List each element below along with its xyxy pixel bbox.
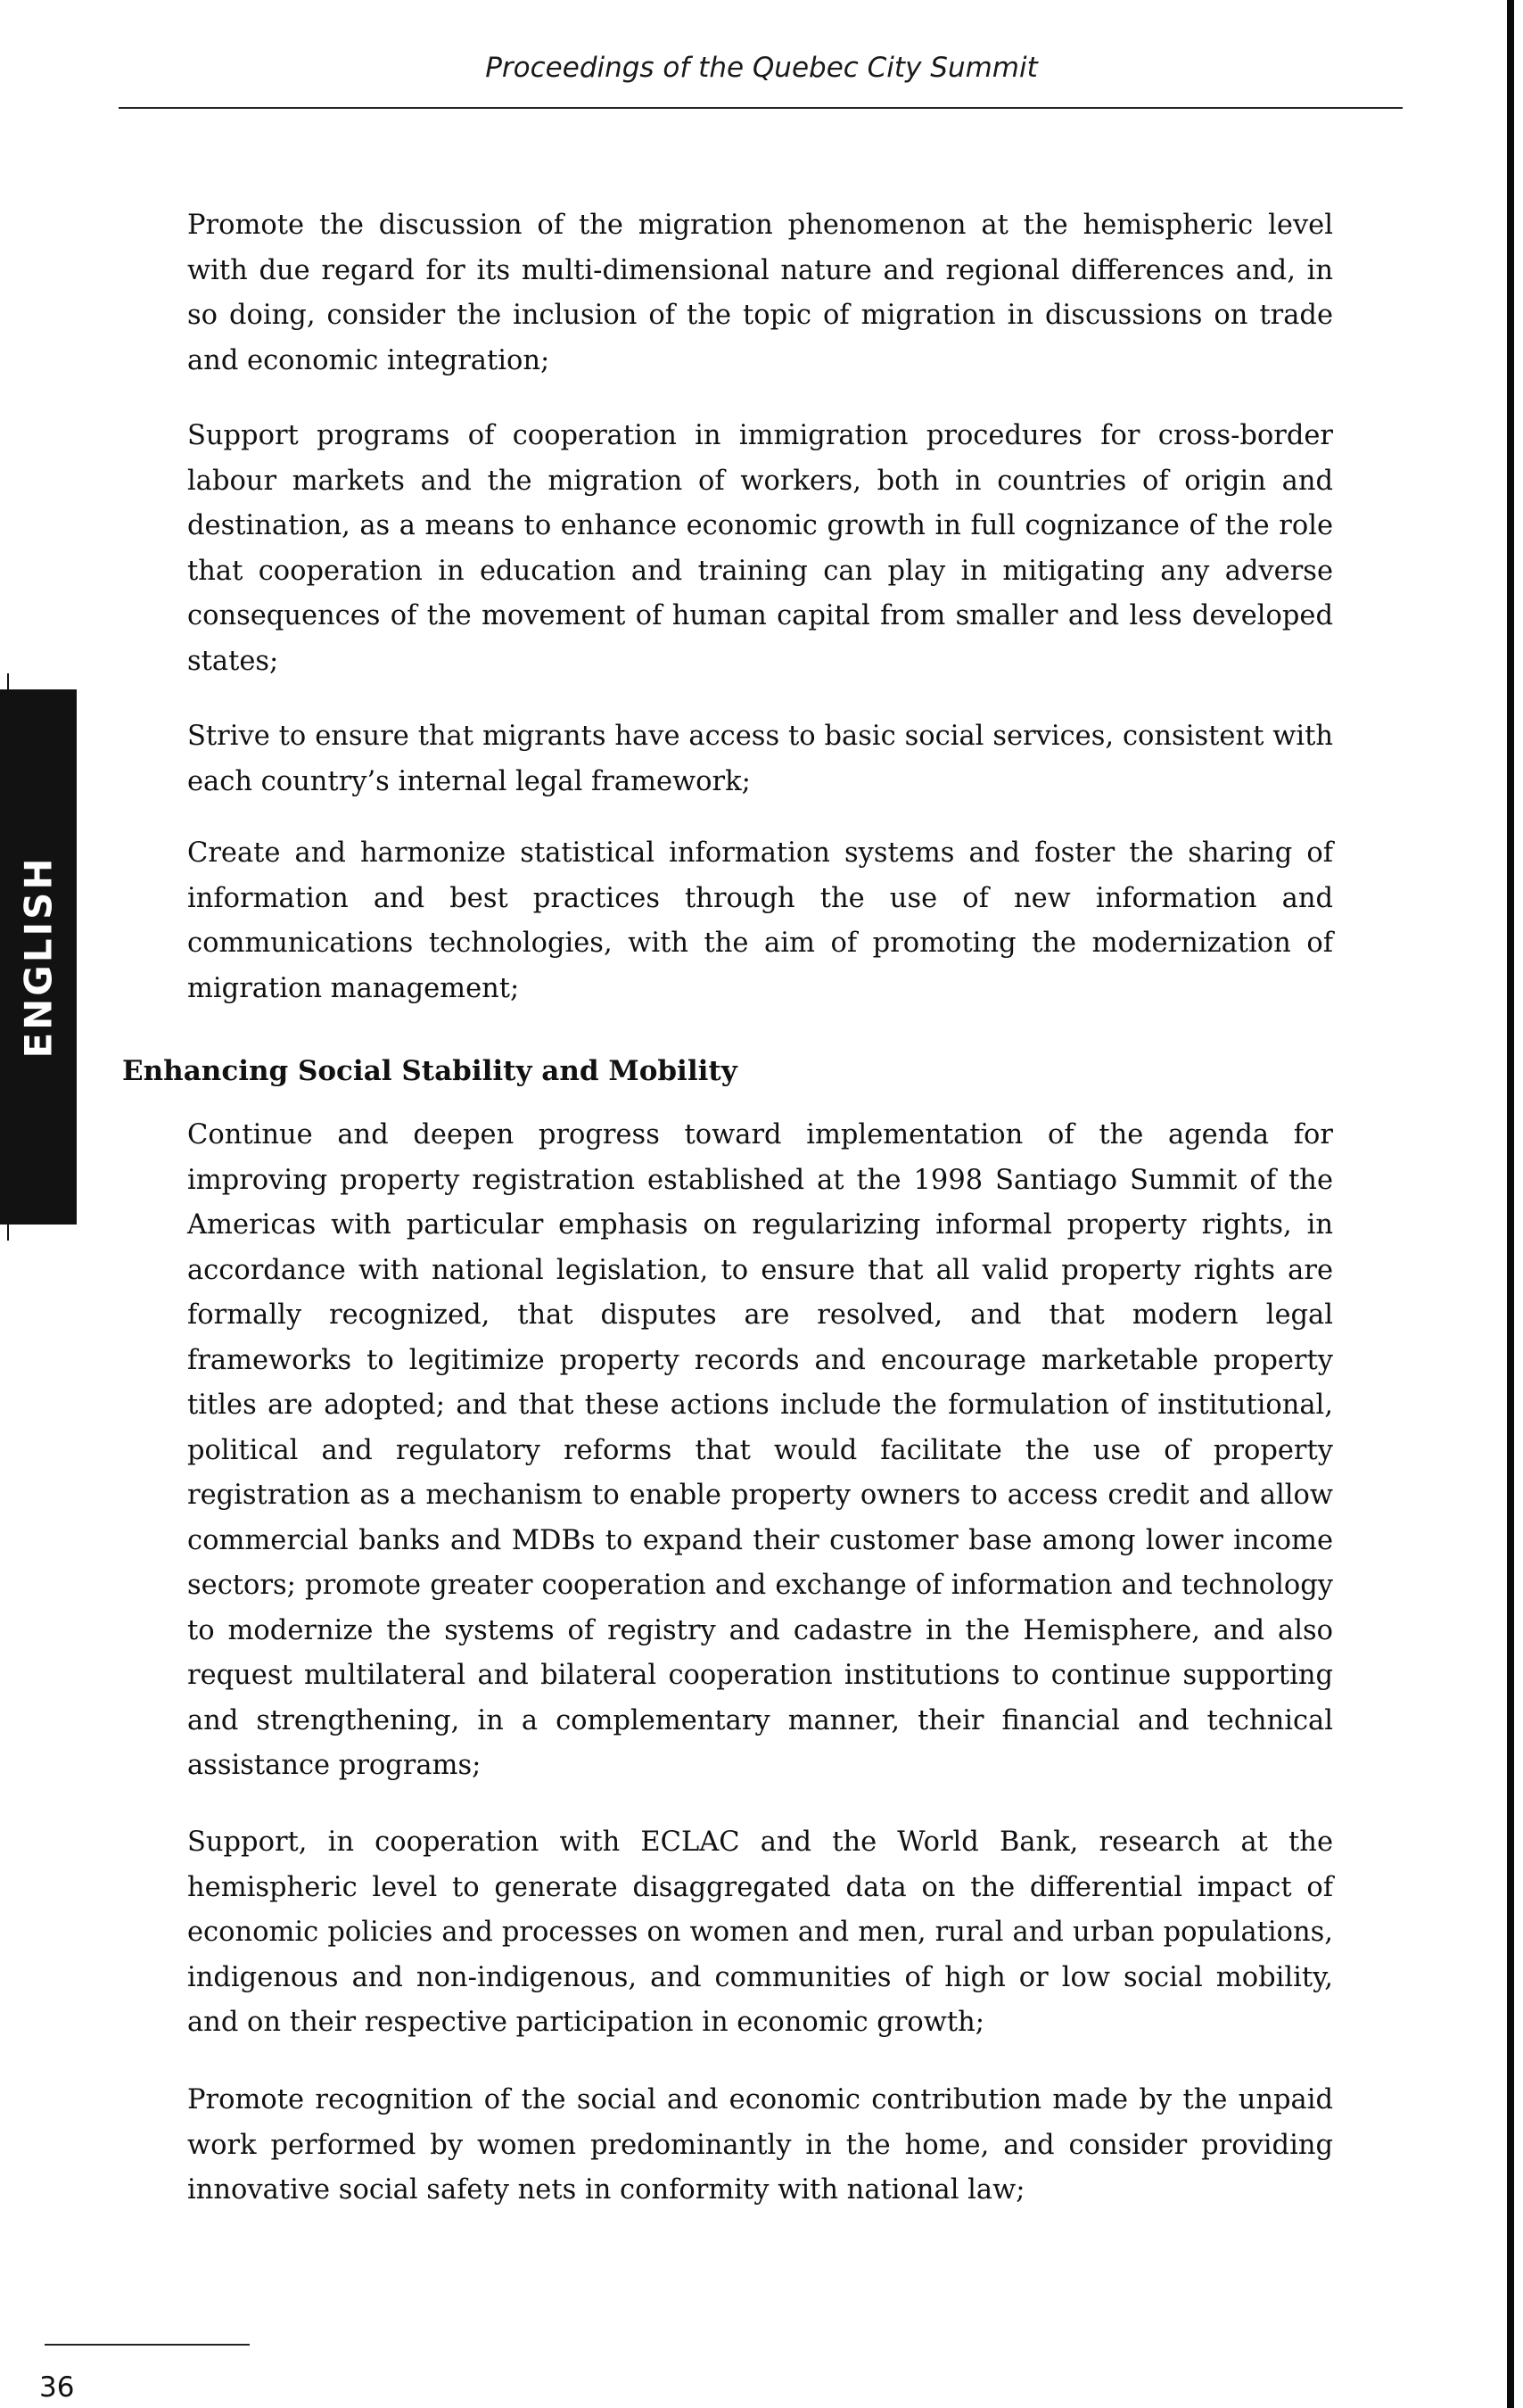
footer-rule (45, 2344, 250, 2346)
running-header: Proceedings of the Quebec City Summit (485, 52, 1038, 84)
paragraph-property-registration: Continue and deepen progress toward implementation of the agenda for improving property registration established at the 1998 Santiago Summit of the Americas with particular emphasis on regularizing informal property rights, in accordance with national legislation, to ensure that all valid property rights are formally recognized, that disputes are resolved, and that modern legal frameworks to legitimize property records and encourage marketable property titles are adopted; and that these actions include the formulation of institutional, political and regulatory reforms that would facilitate the use of property registration as a mechanism to enable property owners to access credit and allow commercial banks and MDBs to expand their customer base among lower income sectors; promote greater cooperation and exchange of information and technology to modernize the systems of registry and cadastre in the Hemisphere, and also request multilateral and bilateral cooperation institutions to continue supporting and strengthening, in a complementary manner, their financial and technical assistance programs; (187, 1119, 1333, 1781)
page-edge-bar (1507, 0, 1514, 2408)
paragraph-social-services: Strive to ensure that migrants have access to basic social services, consistent with each country’s internal legal framework; (187, 721, 1333, 797)
paragraph-statistical-systems: Create and harmonize statistical information systems and foster the sharing of information and best practices through the use of new information and communications technologies, with the aim of promoting the modernization of migration management; (187, 837, 1333, 1004)
paragraph-cooperation-programs: Support programs of cooperation in immigration procedures for cross-border labour markets and the migration of workers, both in countries of origin and destination, as a means to enhance economic growth in full cognizance of the role that cooperation in education and training can play in mitigating any adverse consequences of the movement of human capital from smaller and less developed states; (187, 420, 1333, 677)
header-rule (119, 107, 1403, 109)
paragraph-unpaid-work: Promote recognition of the social and economic contribution made by the unpaid work performed by women predominantly in the home, and consider providing innovative social safety nets in conformity with national law; (187, 2084, 1333, 2206)
page-number: 36 (39, 2371, 75, 2404)
language-tab-label: ENGLISH (16, 855, 61, 1059)
paragraph-research-data: Support, in cooperation with ECLAC and the World Bank, research at the hemispheric level to generate disaggregated data on the differential impact of economic policies and processes on women and men, rural and urban populations, indigenous and non-indigenous, and communities of high or low social mobility, and on their respective participation in economic growth; (187, 1827, 1333, 2038)
paragraph-migration-discussion: Promote the discussion of the migration phenomenon at the hemispheric level with due regard for its multi-dimensional nature and regional differences and, in so doing, consider the inclusion of the topic of migration in discussions on trade and economic integration; (187, 210, 1333, 376)
tab-marker-top (7, 673, 9, 689)
tab-marker-bottom (7, 1225, 9, 1241)
section-heading: Enhancing Social Stability and Mobility (122, 1055, 737, 1087)
